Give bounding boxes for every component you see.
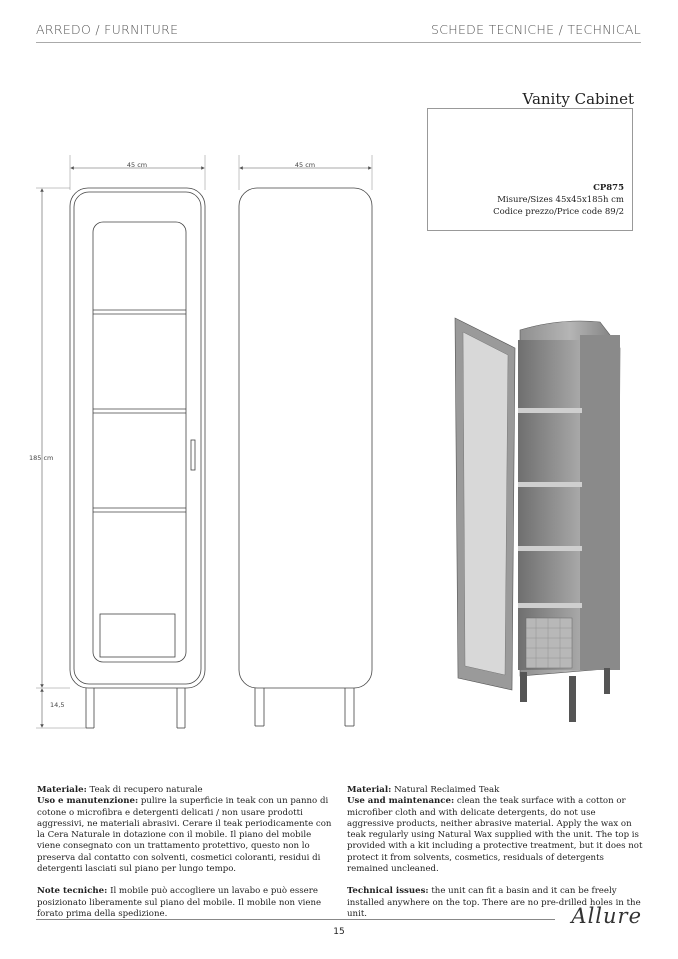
header-catalog-label: SCHEDE TECNICHE / TECHNICAL — [431, 22, 641, 37]
footer-divider — [36, 919, 555, 920]
it-material-label: Materiale: — [37, 785, 87, 795]
it-use-label: Uso e manutenzione: — [37, 796, 139, 807]
front-view-drawing — [36, 155, 205, 728]
side-width-label: 45 cm — [294, 161, 316, 169]
italian-description — [37, 785, 334, 931]
leg-height-label: 14,5 — [50, 701, 65, 709]
product-photo — [455, 318, 620, 722]
en-use-label: Use and maintenance: — [347, 796, 455, 807]
height-label: 185 cm — [29, 454, 54, 462]
side-view-drawing — [239, 155, 372, 726]
header-section-label: ARREDO / FURNITURE — [36, 22, 179, 37]
it-notes-text: Il mobile può accogliere un lavabo e può essere posizionato liberamente sul piano del mobile. Il mobile non viene forato prima della spedizione. — [37, 886, 322, 919]
product-price-code: Codice prezzo/Price code 89/2 — [493, 207, 624, 217]
it-material-value: Teak di recupero naturale — [89, 785, 203, 795]
it-notes-label: Note tecniche: — [37, 886, 108, 897]
en-material-value: Natural Reclaimed Teak — [394, 785, 500, 795]
en-use-text: clean the teak surface with a cotton or microfiber cloth and with delicate detergents, do not use aggressive products, neither abrasive material. Apply the wax on teak regularly using Natural Wax supplied with the unit. The top is provided with a kit including a protective treatment, but it does not protect it from solvents, cosmetics, residuals of detergents remained uncleaned. — [347, 796, 643, 875]
it-use-text: pulire la superficie in teak con un panno di cotone o microfibra e detergenti delicati / non usare prodotti aggressivi, ne materiali abrasivi. Cerare il teak periodicamente con la Cera Naturale in dotazione con il mobile. Il piano del mobile viene consegnato con un trattamento protettivo, questo non lo preserva dal contatto con solventi, cosmetici coloranti, residui di detergenti lasciati sul piano per lungo tempo. — [37, 796, 332, 875]
en-notes-text: the unit can fit a basin and it can be freely installed anywhere on the top. There are no pre-drilled holes in the unit. — [347, 886, 641, 919]
product-title: Vanity Cabinet — [522, 90, 634, 108]
en-material-label: Material: — [347, 785, 392, 795]
page-number: 15 — [333, 927, 345, 937]
product-sizes: Misure/Sizes 45x45x185h cm — [497, 195, 624, 205]
product-code: CP875 — [593, 183, 624, 193]
front-width-label: 45 cm — [126, 161, 148, 169]
brand-logo: Allure — [571, 904, 642, 928]
en-notes-label: Technical issues: — [347, 886, 429, 897]
